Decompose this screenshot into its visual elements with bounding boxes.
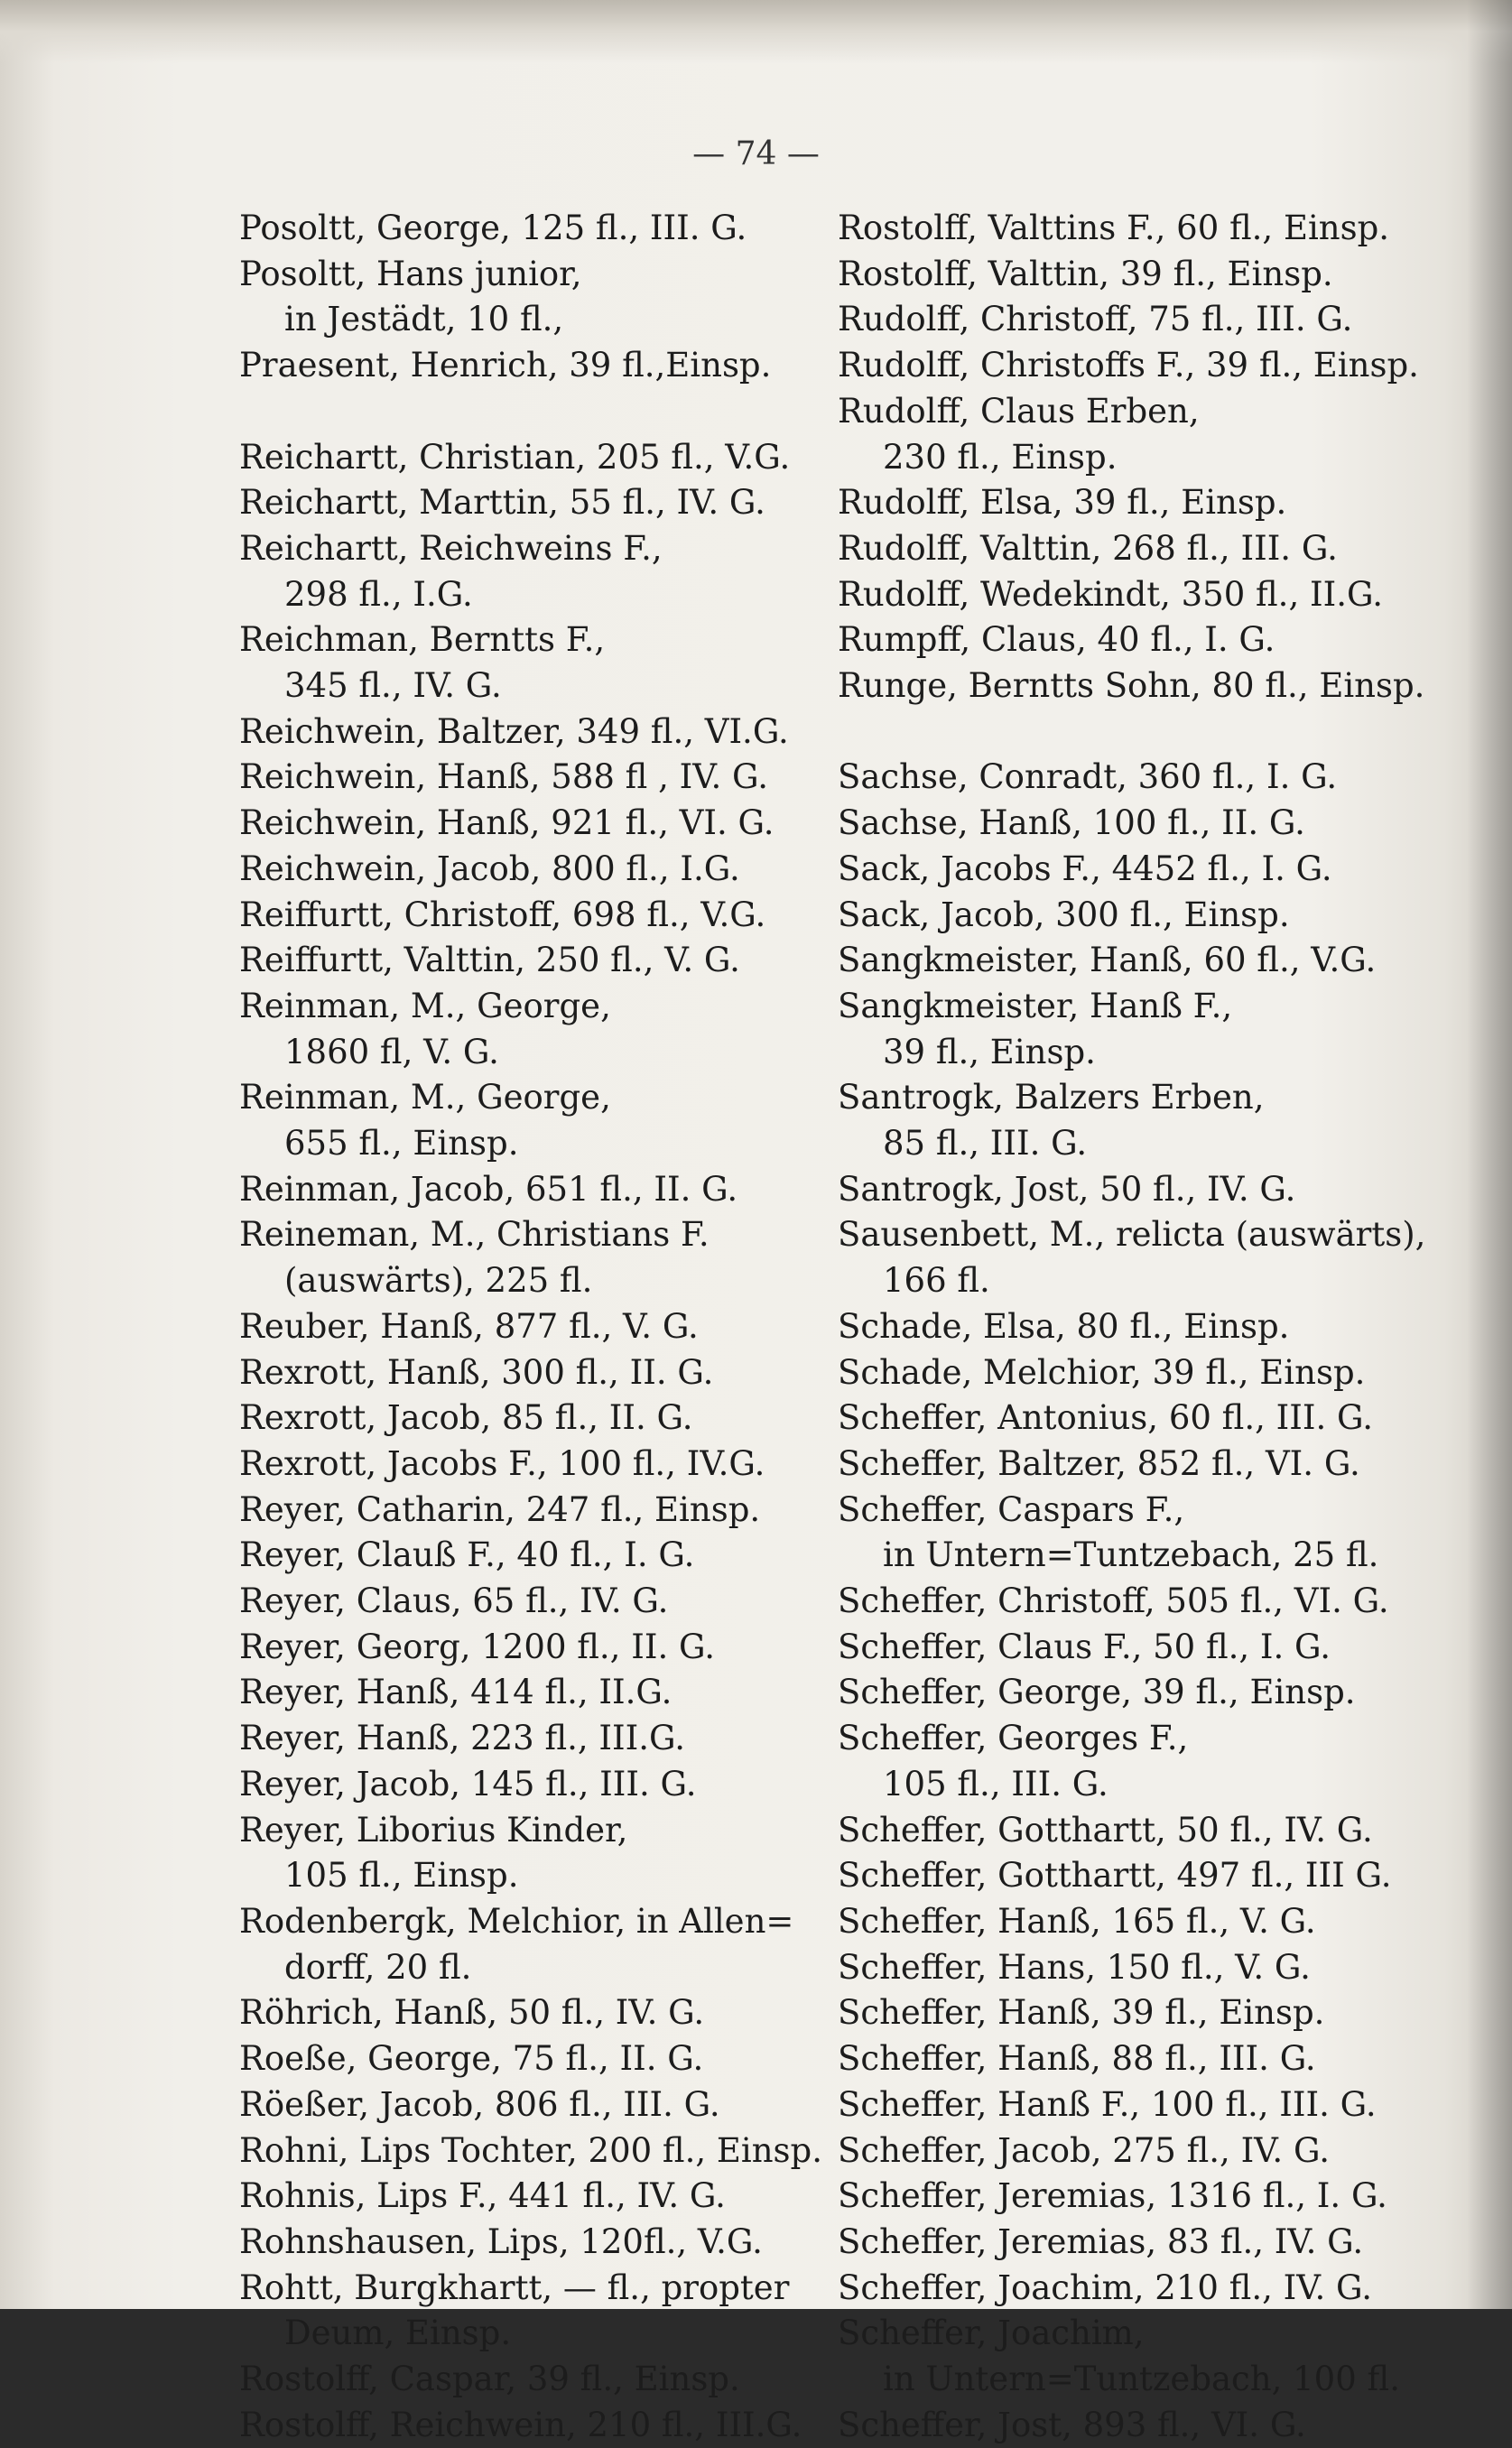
register-entry: Reinman, M., George, (239, 986, 611, 1025)
register-entry: Rohnshausen, Lips, 120fl., V.G. (239, 2221, 763, 2261)
register-entry: Reiffurtt, Valttin, 250 fl., V. G. (239, 941, 740, 980)
register-entry: Scheffer, Georges F., (838, 1719, 1189, 1758)
register-entry-continuation: Deum, Einsp. (284, 2314, 512, 2353)
register-entry-continuation: 345 fl., IV. G. (284, 666, 502, 706)
register-entry: Rostolff, Caspar, 39 fl., Einsp. (239, 2360, 740, 2399)
register-entry-continuation: 230 fl., Einsp. (883, 437, 1118, 477)
register-entry: Röhrich, Hanß, 50 fl., IV. G. (239, 1993, 705, 2033)
register-entry: Santrogk, Jost, 50 fl., IV. G. (838, 1169, 1296, 1209)
register-entry-continuation: 105 fl., III. G. (883, 1764, 1108, 1804)
register-entry: Rostolff, Valttins F., 60 fl., Einsp. (838, 209, 1390, 247)
register-entry: Rudolff, Christoff, 75 fl., III. G. (838, 300, 1353, 339)
right-column (838, 206, 1452, 2448)
register-entry: Reiffurtt, Christoff, 698 fl., V.G. (239, 895, 766, 934)
register-entry: Scheffer, Jost, 893 fl., VI. G. (838, 2405, 1306, 2444)
register-entry-continuation: in Untern=Tuntzebach, 100 fl. (883, 2360, 1400, 2399)
register-entry-continuation: in Untern=Tuntzebach, 25 fl. (883, 1535, 1379, 1575)
register-entry: Rostolff, Valttin, 39 fl., Einsp. (838, 254, 1333, 293)
register-entry: Rohtt, Burgkhartt, — fl., propter (239, 2267, 790, 2307)
register-entry: Scheffer, Baltzer, 852 fl., VI. G. (838, 1443, 1360, 1483)
register-entry: Sausenbett, M., relicta (auswärts), (838, 1215, 1426, 1255)
register-entry: Sangkmeister, Hanß, 60 fl., V.G. (838, 941, 1377, 980)
register-entry-continuation: 655 fl., Einsp. (284, 1124, 519, 1164)
register-entry: Posoltt, George, 125 fl., III. G. (239, 209, 747, 247)
register-entry: Scheffer, Caspars F., (838, 1489, 1185, 1529)
register-entry-continuation: 105 fl., Einsp. (284, 1856, 519, 1896)
register-entry: Scheffer, Hanß, 165 fl., V. G. (838, 1902, 1316, 1941)
left-column (239, 206, 826, 2448)
register-entry: Roeße, George, 75 fl., II. G. (239, 2039, 704, 2079)
register-entry: Rohnis, Lips F., 441 fl., IV. G. (239, 2176, 726, 2216)
register-entry: Sangkmeister, Hanß F., (838, 986, 1233, 1025)
register-entry: Praesent, Henrich, 39 fl.,Einsp. (239, 346, 772, 385)
page-number: — 74 — (692, 135, 820, 172)
register-entry-continuation: dorff, 20 fl. (284, 1947, 472, 1987)
register-entry: Rohni, Lips Tochter, 200 fl., Einsp. (239, 2130, 822, 2170)
register-entry: Reinman, M., George, (239, 1078, 611, 1117)
register-entry: Rostolff, Reichwein, 210 fl., III.G. (239, 2405, 802, 2444)
register-entry: Scheffer, Claus F., 50 fl., I. G. (838, 1627, 1331, 1666)
register-entry: Santrogk, Balzers Erben, (838, 1078, 1265, 1117)
register-entry: Reichartt, Reichweins F., (239, 528, 663, 568)
register-entry: Rudolff, Valttin, 268 fl., III. G. (838, 528, 1338, 568)
register-entry-continuation: in Jestädt, 10 fl., (284, 300, 564, 339)
register-entry: Rudolff, Elsa, 39 fl., Einsp. (838, 483, 1287, 523)
register-entry: Sachse, Hanß, 100 fl., II. G. (838, 803, 1305, 843)
register-entry: Rudolff, Christoffs F., 39 fl., Einsp. (838, 346, 1419, 385)
register-entry: Röeßer, Jacob, 806 fl., III. G. (239, 2084, 720, 2124)
register-entry: Reyer, Claus, 65 fl., IV. G. (239, 1581, 669, 1621)
register-entry: Reyer, Catharin, 247 fl., Einsp. (239, 1489, 761, 1529)
register-entry: Reinman, Jacob, 651 fl., II. G. (239, 1169, 738, 1209)
register-entry: Reichartt, Christian, 205 fl., V.G. (239, 437, 791, 477)
register-entry: Scheffer, Antonius, 60 fl., III. G. (838, 1398, 1373, 1438)
register-entry: Scheffer, Hanß, 39 fl., Einsp. (838, 1993, 1325, 2033)
register-entry-continuation: 298 fl., I.G. (284, 574, 473, 614)
register-entry: Scheffer, George, 39 fl., Einsp. (838, 1673, 1356, 1712)
register-entry: Reyer, Hanß, 414 fl., II.G. (239, 1673, 673, 1712)
register-entry: Reichwein, Baltzer, 349 fl., VI.G. (239, 711, 789, 751)
register-entry: Reichwein, Hanß, 588 fl , IV. G. (239, 757, 769, 797)
register-entry: Schade, Elsa, 80 fl., Einsp. (838, 1306, 1290, 1346)
register-entry: Scheffer, Jeremias, 83 fl., IV. G. (838, 2221, 1364, 2261)
register-entry: Sachse, Conradt, 360 fl., I. G. (838, 757, 1338, 797)
register-entry: Reyer, Jacob, 145 fl., III. G. (239, 1764, 697, 1804)
register-entry: Reichartt, Marttin, 55 fl., IV. G. (239, 483, 765, 523)
register-entry: Rudolff, Claus Erben, (838, 391, 1200, 431)
register-entry: Posoltt, Hans junior, (239, 254, 582, 293)
register-entry: Reichwein, Jacob, 800 fl., I.G. (239, 848, 740, 888)
register-entry-continuation: 1860 fl, V. G. (284, 1032, 499, 1071)
register-entry: Reichman, Berntts F., (239, 620, 606, 660)
register-entry: Reineman, M., Christians F. (239, 1215, 710, 1255)
register-entry: Scheffer, Hanß F., 100 fl., III. G. (838, 2084, 1377, 2124)
register-entry: Rodenbergk, Melchior, in Allen= (239, 1902, 794, 1941)
register-entry: Scheffer, Hans, 150 fl., V. G. (838, 1947, 1311, 1987)
register-entry: Reyer, Clauß F., 40 fl., I. G. (239, 1535, 695, 1575)
register-entry: Rexrott, Hanß, 300 fl., II. G. (239, 1352, 714, 1392)
register-entry: Scheffer, Jeremias, 1316 fl., I. G. (838, 2176, 1387, 2216)
register-entry: Scheffer, Gotthartt, 497 fl., III G. (838, 1856, 1392, 1896)
register-entry-continuation: (auswärts), 225 fl. (284, 1261, 593, 1301)
register-entry: Scheffer, Joachim, 210 fl., IV. G. (838, 2267, 1373, 2307)
register-entry: Reyer, Hanß, 223 fl., III.G. (239, 1719, 686, 1758)
register-entry: Scheffer, Christoff, 505 fl., VI. G. (838, 1581, 1389, 1621)
register-entry: Reyer, Liborius Kinder, (239, 1810, 628, 1850)
register-entry: Sack, Jacob, 300 fl., Einsp. (838, 895, 1290, 934)
register-entry: Scheffer, Joachim, (838, 2314, 1145, 2353)
register-entry: Reichwein, Hanß, 921 fl., VI. G. (239, 803, 775, 843)
register-entry: Rumpff, Claus, 40 fl., I. G. (838, 620, 1275, 660)
register-entry: Reyer, Georg, 1200 fl., II. G. (239, 1627, 715, 1666)
register-entry: Rudolff, Wedekindt, 350 fl., II.G. (838, 574, 1383, 614)
register-entry: Rexrott, Jacobs F., 100 fl., IV.G. (239, 1443, 765, 1483)
register-entry-continuation: 166 fl. (883, 1261, 990, 1301)
register-entry: Scheffer, Gotthartt, 50 fl., IV. G. (838, 1810, 1373, 1850)
register-entry: Reuber, Hanß, 877 fl., V. G. (239, 1306, 699, 1346)
register-entry: Sack, Jacobs F., 4452 fl., I. G. (838, 848, 1332, 888)
register-entry-continuation: 39 fl., Einsp. (883, 1032, 1096, 1071)
register-entry: Scheffer, Hanß, 88 fl., III. G. (838, 2039, 1316, 2079)
register-entry-continuation: 85 fl., III. G. (883, 1124, 1088, 1164)
register-entry: Scheffer, Jacob, 275 fl., IV. G. (838, 2130, 1330, 2170)
register-entry: Runge, Berntts Sohn, 80 fl., Einsp. (838, 666, 1425, 706)
register-entry: Rexrott, Jacob, 85 fl., II. G. (239, 1398, 693, 1438)
register-entry: Schade, Melchior, 39 fl., Einsp. (838, 1352, 1366, 1392)
